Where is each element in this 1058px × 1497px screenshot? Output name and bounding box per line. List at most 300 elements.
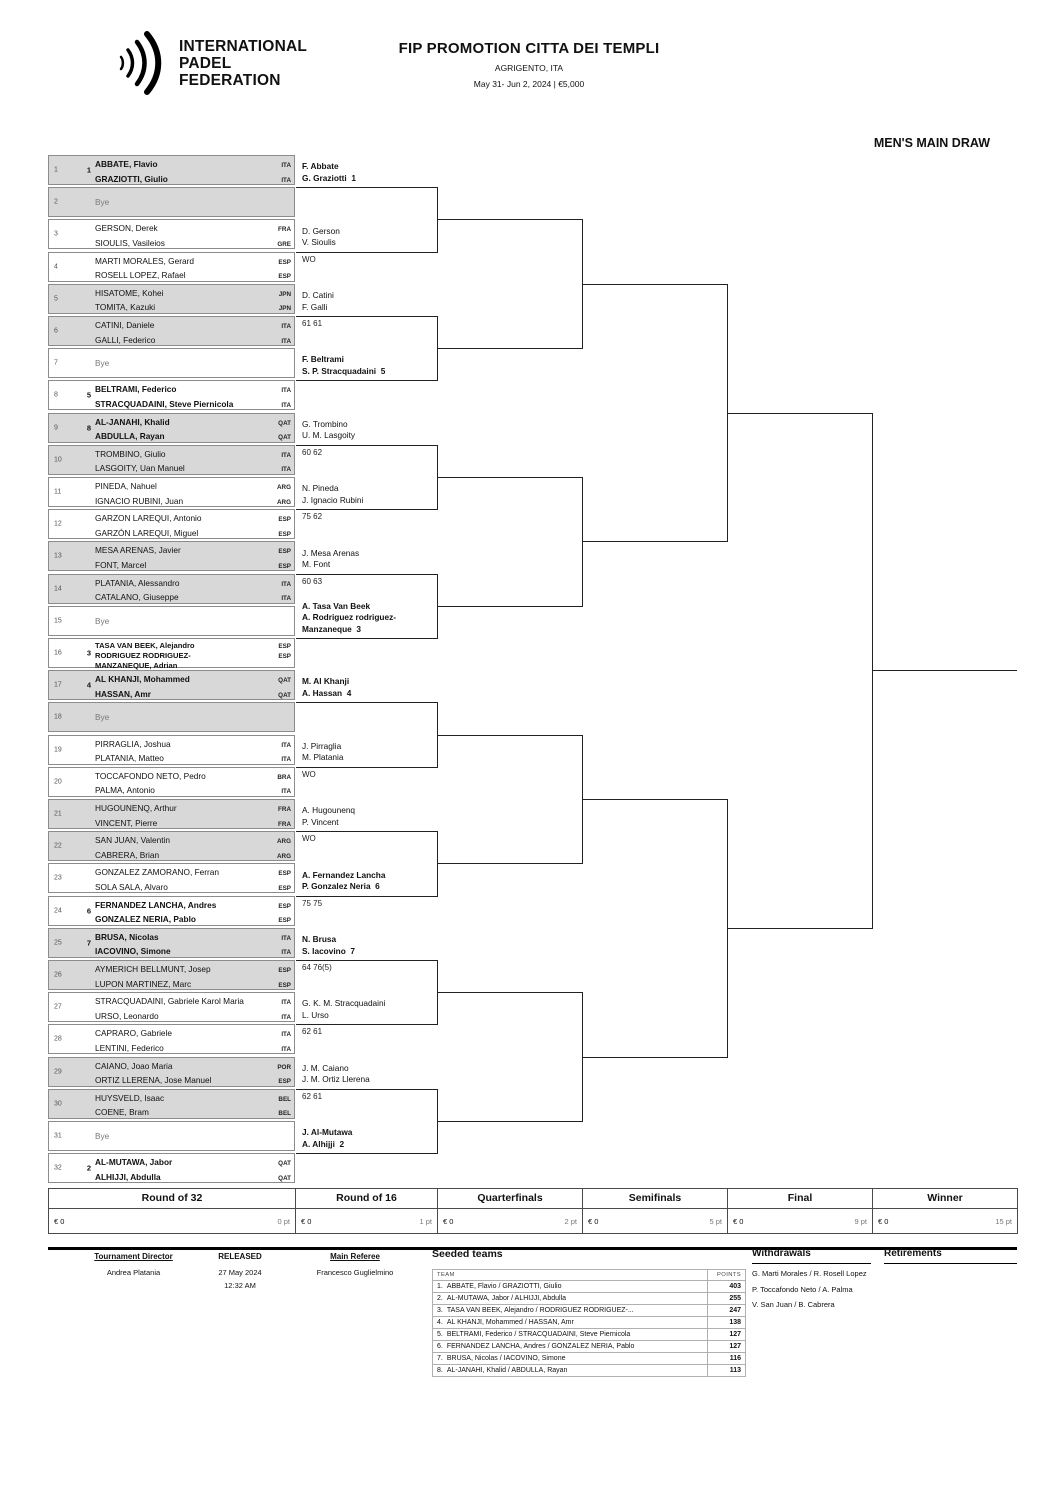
player-name: GALLI, Federico — [95, 334, 156, 345]
country-code: BRA — [277, 773, 291, 781]
r16-winner-5 — [302, 419, 436, 442]
draw-title: MEN'S MAIN DRAW — [873, 136, 990, 150]
country-code: ESP — [278, 643, 291, 650]
team-name: ABBATE, Flavio / GRAZIOTTI, Giulio — [446, 1283, 562, 1290]
r32-slot-7 — [48, 348, 295, 378]
player-line — [95, 158, 291, 173]
player-name: GERSON, Derek — [95, 223, 158, 234]
round-prize-points — [48, 1208, 296, 1234]
bracket-hline — [296, 1024, 437, 1025]
bracket-hline — [296, 509, 437, 510]
country-code: ESP — [278, 902, 291, 910]
seeded-team-row — [433, 1353, 746, 1365]
team-names — [95, 738, 291, 767]
seed-number: 8 — [86, 423, 91, 433]
match-score: WO — [302, 834, 316, 844]
r16-team-line: G. K. M. Stracquadaini — [302, 998, 386, 1009]
country-code: BEL — [278, 1095, 291, 1103]
country-code: ESP — [278, 258, 291, 266]
country-code: ITA — [281, 401, 291, 409]
player-line — [95, 301, 291, 316]
player-name: RODRIGUEZ RODRIGUEZ- — [95, 651, 191, 661]
r16-winner-15 — [302, 1063, 436, 1086]
r16-winner-7 — [302, 548, 436, 571]
match-score: 62 61 — [302, 1027, 323, 1037]
seed-number: 3 — [86, 648, 91, 658]
draw-position-number: 17 — [54, 681, 62, 689]
r16-team-line: M. Platania — [302, 752, 344, 763]
draw-position-number: 25 — [54, 939, 62, 947]
r16-team-line: S. P. Stracquadaini 5 — [302, 365, 386, 376]
bracket-vline — [582, 219, 583, 349]
seeded-team-row — [433, 1305, 746, 1317]
player-line — [95, 673, 291, 688]
player-name: CATALANO, Giuseppe — [95, 592, 179, 603]
seeded-team-name — [433, 1305, 708, 1317]
round-label-winner: Winner — [872, 1188, 1018, 1209]
team-names — [95, 577, 291, 606]
bracket-hline — [582, 799, 727, 800]
round-label-round-of-32: Round of 32 — [48, 1188, 296, 1209]
prize-money: € 0 — [301, 1216, 312, 1226]
bracket-hline — [296, 445, 437, 446]
country-code: JPN — [278, 290, 291, 298]
player-line — [95, 963, 291, 978]
player-name: COENE, Bram — [95, 1107, 149, 1118]
r16-winner-9 — [302, 676, 436, 699]
player-name: CAPRARO, Gabriele — [95, 1028, 173, 1039]
player-name: MESA ARENAS, Javier — [95, 545, 181, 556]
player-line — [95, 544, 291, 559]
player-line — [95, 591, 291, 606]
ranking-points: 0 pt — [277, 1216, 290, 1226]
bye-label: Bye — [95, 615, 110, 626]
player-line — [95, 738, 291, 753]
country-code: ITA — [281, 451, 291, 459]
player-line — [95, 1106, 291, 1121]
r16-team-line: Manzaneque 3 — [302, 623, 362, 634]
r16-winner-14 — [302, 998, 436, 1021]
round-prize-points — [582, 1208, 728, 1234]
seeded-team-row — [433, 1341, 746, 1353]
r16-team-line: N. Pineda — [302, 483, 339, 494]
bracket-hline — [437, 219, 582, 220]
player-line — [95, 527, 291, 542]
draw-position-number: 16 — [54, 649, 62, 657]
team-names — [95, 963, 291, 992]
draw-position-number: 11 — [54, 488, 62, 496]
team-names — [95, 995, 291, 1024]
player-name: LASGOITY, Uan Manuel — [95, 463, 185, 474]
player-line — [95, 334, 291, 349]
player-name: HUYSVELD, Isaac — [95, 1092, 165, 1103]
seed-number: 6 — [86, 906, 91, 916]
team-names — [95, 770, 291, 799]
player-name: PIRRAGLIA, Joshua — [95, 738, 171, 749]
r16-team-line: A. Tasa Van Beek — [302, 600, 371, 611]
player-name: FONT, Marcel — [95, 559, 147, 570]
r32-slot-31 — [48, 1121, 295, 1151]
country-code: ESP — [278, 530, 291, 538]
country-code: ITA — [281, 756, 291, 764]
r16-team-line: A. Fernandez Lancha — [302, 869, 386, 880]
country-code: ESP — [278, 562, 291, 570]
bracket-hline — [296, 1089, 437, 1090]
released-time: 12:32 AM — [224, 1281, 256, 1290]
player-name: MANZANEQUE, Adrian — [95, 661, 178, 671]
r32-slot-23 — [48, 863, 295, 893]
player-name: HUGOUNENQ, Arthur — [95, 803, 177, 813]
r16-winner-3 — [302, 290, 436, 313]
bracket-hline — [872, 670, 1017, 671]
bracket-vline — [582, 477, 583, 607]
player-line — [95, 931, 291, 946]
team-name: FERNANDEZ LANCHA, Andres / GONZALEZ NERIA, Pablo — [446, 1343, 635, 1350]
country-code: ITA — [281, 934, 291, 942]
r32-slot-11 — [48, 477, 295, 507]
r32-slot-22 — [48, 831, 295, 861]
match-score: 60 62 — [302, 447, 323, 457]
logo-line-1: INTERNATIONAL — [179, 37, 308, 55]
player-line — [95, 1171, 291, 1186]
country-code: QAT — [278, 419, 291, 427]
seed-rank: 6. — [437, 1343, 443, 1350]
country-code: BEL — [278, 1110, 291, 1118]
r16-team-line: J. Ignacio Rubini — [302, 494, 364, 505]
draw-position-number: 29 — [54, 1068, 62, 1076]
r16-team-line: A. Alhijji 2 — [302, 1138, 345, 1149]
seeded-teams-table — [432, 1269, 746, 1377]
r32-slot-17 — [48, 670, 295, 700]
player-line — [95, 237, 291, 252]
bracket-hline — [582, 284, 727, 285]
seed-rank: 3. — [437, 1307, 443, 1314]
player-line — [95, 319, 291, 334]
player-line — [95, 462, 291, 477]
team-names — [95, 1027, 291, 1056]
draw-position-number: 27 — [54, 1003, 62, 1011]
player-name: LUPON MARTINEZ, Marc — [95, 978, 192, 989]
bracket-hline — [727, 413, 872, 414]
r32-slot-14 — [48, 574, 295, 604]
player-name: TASA VAN BEEK, Alejandro — [95, 641, 195, 650]
bracket-vline — [727, 799, 728, 1058]
tournament-dates: May 31- Jun 2, 2024 | €5,000 — [473, 79, 585, 89]
draw-position-number: 2 — [54, 198, 58, 206]
r32-slot-15 — [48, 606, 295, 636]
seed-rank: 4. — [437, 1319, 443, 1326]
draw-position-number: 15 — [54, 617, 62, 625]
country-code: ESP — [278, 967, 291, 974]
team-names — [95, 255, 291, 284]
seeded-team-name — [433, 1353, 708, 1365]
r16-team-line: U. M. Lasgoity — [302, 430, 356, 441]
player-name: PALMA, Antonio — [95, 785, 155, 796]
draw-position-number: 13 — [54, 552, 62, 560]
country-code: ITA — [281, 466, 291, 474]
player-line — [95, 448, 291, 463]
country-code: ESP — [278, 516, 291, 524]
country-code: ESP — [278, 1078, 291, 1086]
seed-number: 5 — [86, 390, 91, 400]
seeded-team-points: 138 — [708, 1317, 746, 1329]
released-block — [198, 1252, 282, 1290]
tournament-title: FIP PROMOTION CITTA DEI TEMPLI — [398, 40, 660, 57]
bracket-vline — [727, 284, 728, 543]
player-name: HASSAN, Amr — [95, 688, 151, 699]
r16-team-line: P. Vincent — [302, 816, 339, 827]
draw-position-number: 30 — [54, 1100, 62, 1108]
player-name: LENTINI, Federico — [95, 1042, 164, 1053]
match-score: 64 76(5) — [302, 963, 332, 972]
r32-slot-2 — [48, 187, 295, 217]
team-name: BELTRAMI, Federico / STRACQUADAINI, Steve Piernicola — [446, 1331, 631, 1338]
bracket-vline — [437, 702, 438, 767]
seeded-teams-title: Seeded teams — [432, 1248, 503, 1260]
player-line — [95, 559, 291, 574]
seeded-team-points: 403 — [708, 1281, 746, 1293]
seed-rank: 8. — [437, 1367, 443, 1374]
r32-slot-12 — [48, 509, 295, 539]
bracket-hline — [296, 187, 437, 188]
bracket-vline — [437, 960, 438, 1025]
round-prize-points — [727, 1208, 873, 1234]
r16-team-line: F. Abbate — [302, 161, 339, 172]
team-names — [95, 383, 291, 412]
r16-team-line: L. Urso — [302, 1009, 329, 1020]
player-name: AL-MUTAWA, Jabor — [95, 1157, 173, 1168]
r16-winner-13 — [302, 934, 436, 957]
r16-team-line: A. Rodriguez rodriguez- — [302, 612, 397, 622]
r16-winner-1 — [302, 161, 436, 184]
team-names — [95, 416, 291, 445]
seeded-team-points: 127 — [708, 1329, 746, 1341]
team-names — [95, 834, 291, 863]
country-code: QAT — [278, 1160, 291, 1168]
player-name: BELTRAMI, Federico — [95, 384, 177, 395]
r32-slot-21 — [48, 799, 295, 829]
bracket-hline — [296, 831, 437, 832]
country-code: ESP — [278, 884, 291, 892]
player-line — [95, 383, 291, 398]
player-name: URSO, Leonardo — [95, 1010, 159, 1021]
ranking-points: 9 pt — [854, 1216, 867, 1226]
bye-label: Bye — [95, 1131, 110, 1141]
team-name: AL KHANJI, Mohammed / HASSAN, Amr — [446, 1319, 574, 1326]
r32-slot-19 — [48, 735, 295, 765]
draw-position-number: 6 — [54, 327, 58, 335]
draw-position-number: 28 — [54, 1035, 62, 1043]
team-names — [95, 287, 291, 316]
round-label-quarterfinals: Quarterfinals — [437, 1188, 583, 1209]
round-prize-points — [872, 1208, 1018, 1234]
player-name: CATINI, Daniele — [95, 320, 155, 330]
player-line — [95, 512, 291, 527]
player-line — [95, 269, 291, 284]
player-name: GONZALEZ ZAMORANO, Ferran — [95, 867, 220, 878]
player-name: PLATANIA, Alessandro — [95, 577, 180, 588]
country-code: ITA — [281, 337, 291, 345]
prize-money: € 0 — [878, 1216, 889, 1226]
player-name: STRACQUADAINI, Steve Piernicola — [95, 398, 234, 409]
released-date: 27 May 2024 — [218, 1268, 262, 1277]
bracket-vline — [437, 574, 438, 639]
seeded-teams-section — [432, 1248, 746, 1377]
seed-rank: 2. — [437, 1295, 443, 1302]
r32-slot-4 — [48, 252, 295, 282]
r16-team-line: G. Trombino — [302, 418, 348, 429]
player-name: TROMBINO, Giulio — [95, 448, 166, 459]
team-column-header: TEAM — [433, 1270, 708, 1281]
retirements-section — [884, 1248, 1017, 1264]
r16-team-line: M. Al Khanji — [302, 676, 350, 687]
r16-team-line: F. Galli — [302, 301, 328, 312]
player-line — [95, 817, 291, 832]
player-line — [95, 881, 291, 896]
country-code: QAT — [278, 434, 291, 442]
withdrawals-list — [752, 1269, 871, 1311]
player-line — [95, 866, 291, 881]
draw-position-number: 8 — [54, 391, 58, 399]
r32-slot-28 — [48, 1024, 295, 1054]
match-score: 75 75 — [302, 898, 323, 908]
seeded-header-row — [433, 1270, 746, 1281]
player-name: MARTI MORALES, Gerard — [95, 255, 194, 266]
country-code: ESP — [278, 917, 291, 925]
team-names — [95, 899, 291, 928]
seeded-team-name — [433, 1341, 708, 1353]
r16-team-line: F. Beltrami — [302, 354, 344, 365]
bracket-hline — [296, 896, 437, 897]
player-line — [95, 913, 291, 928]
player-line — [95, 849, 291, 864]
player-line — [95, 802, 291, 817]
country-code: FRA — [278, 820, 291, 828]
draw-position-number: 14 — [54, 585, 62, 593]
bracket-hline — [296, 638, 437, 639]
round-prize-points — [295, 1208, 438, 1234]
bracket-hline — [296, 767, 437, 768]
country-code: ESP — [278, 870, 291, 878]
country-code: ITA — [281, 1045, 291, 1053]
tournament-director-label: Tournament Director — [94, 1252, 173, 1261]
player-name: ROSELL LOPEZ, Rafael — [95, 270, 186, 281]
player-line — [95, 1092, 291, 1107]
prize-money: € 0 — [54, 1216, 65, 1226]
r16-team-line: V. Sioulis — [302, 237, 336, 248]
seed-number: 7 — [86, 938, 91, 948]
r16-team-line: J. Al-Mutawa — [302, 1127, 353, 1138]
country-code: ARG — [277, 852, 291, 860]
player-line — [95, 1027, 291, 1042]
country-code: QAT — [278, 1174, 291, 1182]
draw-position-number: 19 — [54, 746, 62, 754]
player-line — [95, 1042, 291, 1057]
player-name: HISATOME, Kohei — [95, 287, 164, 298]
player-name: SAN JUAN, Valentin — [95, 835, 171, 846]
r32-slot-6 — [48, 316, 295, 346]
team-names — [95, 673, 291, 702]
r32-slot-24 — [48, 896, 295, 926]
country-code: ITA — [281, 1013, 291, 1021]
main-referee-label: Main Referee — [330, 1252, 380, 1261]
player-line — [95, 1010, 291, 1025]
team-names — [95, 448, 291, 477]
draw-position-number: 20 — [54, 778, 62, 786]
seed-number: 1 — [86, 165, 91, 175]
withdrawal-item: V. San Juan / B. Cabrera — [752, 1300, 835, 1309]
player-line — [95, 945, 291, 960]
bracket-vline — [437, 1089, 438, 1154]
country-code: FRA — [278, 806, 291, 813]
r16-team-line: A. Hugounenq — [302, 805, 356, 816]
r32-slot-30 — [48, 1089, 295, 1119]
country-code: ARG — [277, 484, 291, 491]
ranking-points: 15 pt — [995, 1216, 1012, 1226]
seeded-team-points: 255 — [708, 1293, 746, 1305]
team-names — [95, 222, 291, 251]
bracket-hline — [296, 960, 437, 961]
player-name: STRACQUADAINI, Gabriele Karol Maria — [95, 996, 244, 1007]
seeded-team-points: 116 — [708, 1353, 746, 1365]
player-name: SIOULIS, Vasileios — [95, 237, 165, 248]
bracket-hline — [296, 252, 437, 253]
player-line — [95, 1074, 291, 1089]
country-code: GRE — [277, 240, 291, 248]
r16-winner-16 — [302, 1127, 436, 1150]
r32-slot-18 — [48, 702, 295, 732]
player-line — [95, 222, 291, 237]
country-code: POR — [277, 1063, 291, 1071]
round-prize-points — [437, 1208, 583, 1234]
r32-slot-10 — [48, 445, 295, 475]
draw-position-number: 5 — [54, 295, 58, 303]
withdrawal-item: G. Marti Morales / R. Rosell Lopez — [752, 1269, 867, 1278]
player-name: TOCCAFONDO NETO, Pedro — [95, 770, 206, 781]
r16-team-line: J. M. Caiano — [302, 1062, 349, 1073]
player-line — [95, 770, 291, 785]
r16-winner-4 — [302, 354, 436, 377]
draw-position-number: 12 — [54, 520, 62, 528]
draw-position-number: 32 — [54, 1164, 62, 1172]
player-line — [95, 173, 291, 188]
r32-slot-1 — [48, 155, 295, 185]
seed-rank: 7. — [437, 1355, 443, 1362]
player-line — [95, 651, 291, 661]
draw-position-number: 10 — [54, 456, 62, 464]
tournament-director-block — [56, 1252, 211, 1277]
draw-position-number: 22 — [54, 842, 62, 850]
logo-line-2: PADEL — [179, 54, 232, 72]
r32-slot-8 — [48, 380, 295, 410]
player-line — [95, 995, 291, 1010]
r32-slot-20 — [48, 767, 295, 797]
r16-team-line: G. Graziotti 1 — [302, 172, 356, 183]
player-name: IACOVINO, Simone — [95, 946, 171, 957]
bracket-hline — [437, 1121, 582, 1122]
player-name: GARZÓN LAREQUI, Miguel — [95, 527, 199, 538]
draw-position-number: 3 — [54, 230, 58, 238]
country-code: ITA — [281, 323, 291, 330]
match-score: 61 61 — [302, 319, 323, 328]
draw-position-number: 21 — [54, 810, 62, 818]
r16-winner-2 — [302, 226, 436, 249]
player-name: GRAZIOTTI, Giulio — [95, 173, 168, 184]
r32-slot-13 — [48, 541, 295, 571]
player-name: ABDULLA, Rayan — [95, 431, 165, 442]
bracket-hline — [437, 348, 582, 349]
country-code: ESP — [278, 653, 291, 661]
